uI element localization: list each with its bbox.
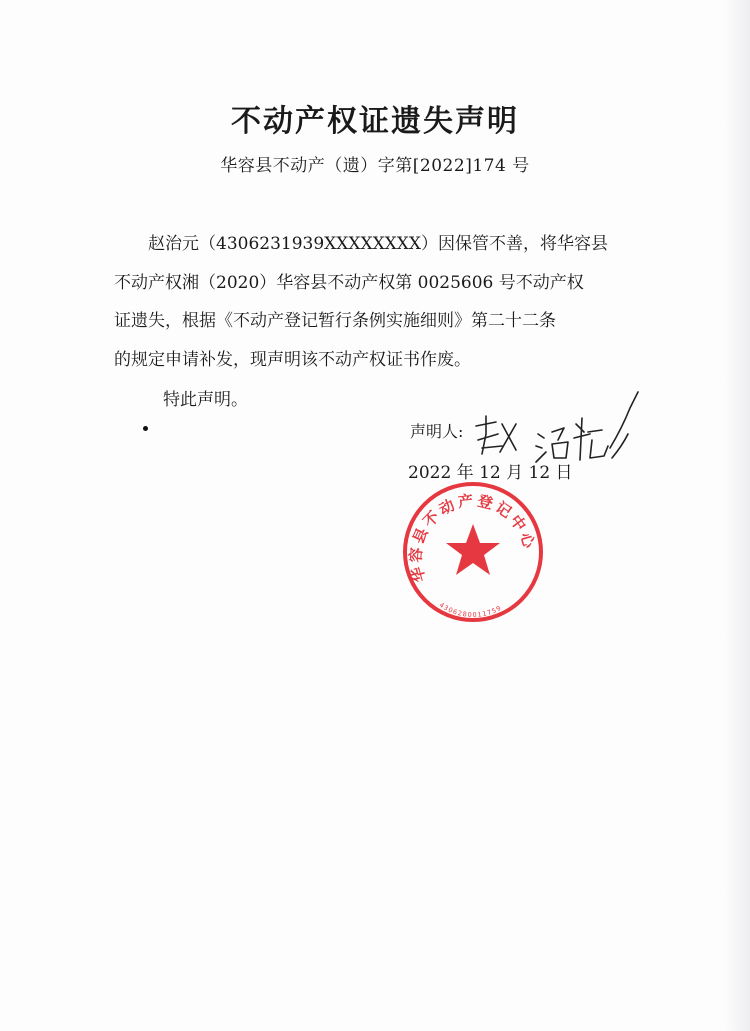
body-line-4: 的规定申请补发，现声明该不动产权证书作废。 [114, 349, 471, 370]
star-icon [446, 524, 500, 575]
closing-remark: 特此声明。 [163, 390, 248, 410]
official-seal [398, 480, 548, 630]
document-title: 不动产权证遗失声明 [231, 104, 519, 139]
declaration-date: 2022 年 12 月 12 日 [408, 463, 573, 483]
body-line-3: 证遗失，根据《不动产登记暂行条例实施细则》第二十二条 [114, 311, 556, 331]
body-line-2: 不动产权湘（2020）华容县不动产权第 0025606 号不动产权 [114, 272, 584, 293]
body-line-1: 赵治元（4306231939XXXXXXXX）因保管不善，将华容县 [148, 234, 608, 254]
seal-text: 华容县不动产登记中心 [406, 491, 539, 585]
handwritten-signature [472, 388, 647, 473]
statement-body [114, 225, 636, 379]
seal-code: 4306280011759 [437, 600, 504, 620]
document-number: 华容县不动产（遗）字第[2022]174 号 [220, 156, 530, 176]
declarant-label: 声明人: [410, 422, 464, 441]
scan-speck [143, 426, 148, 431]
